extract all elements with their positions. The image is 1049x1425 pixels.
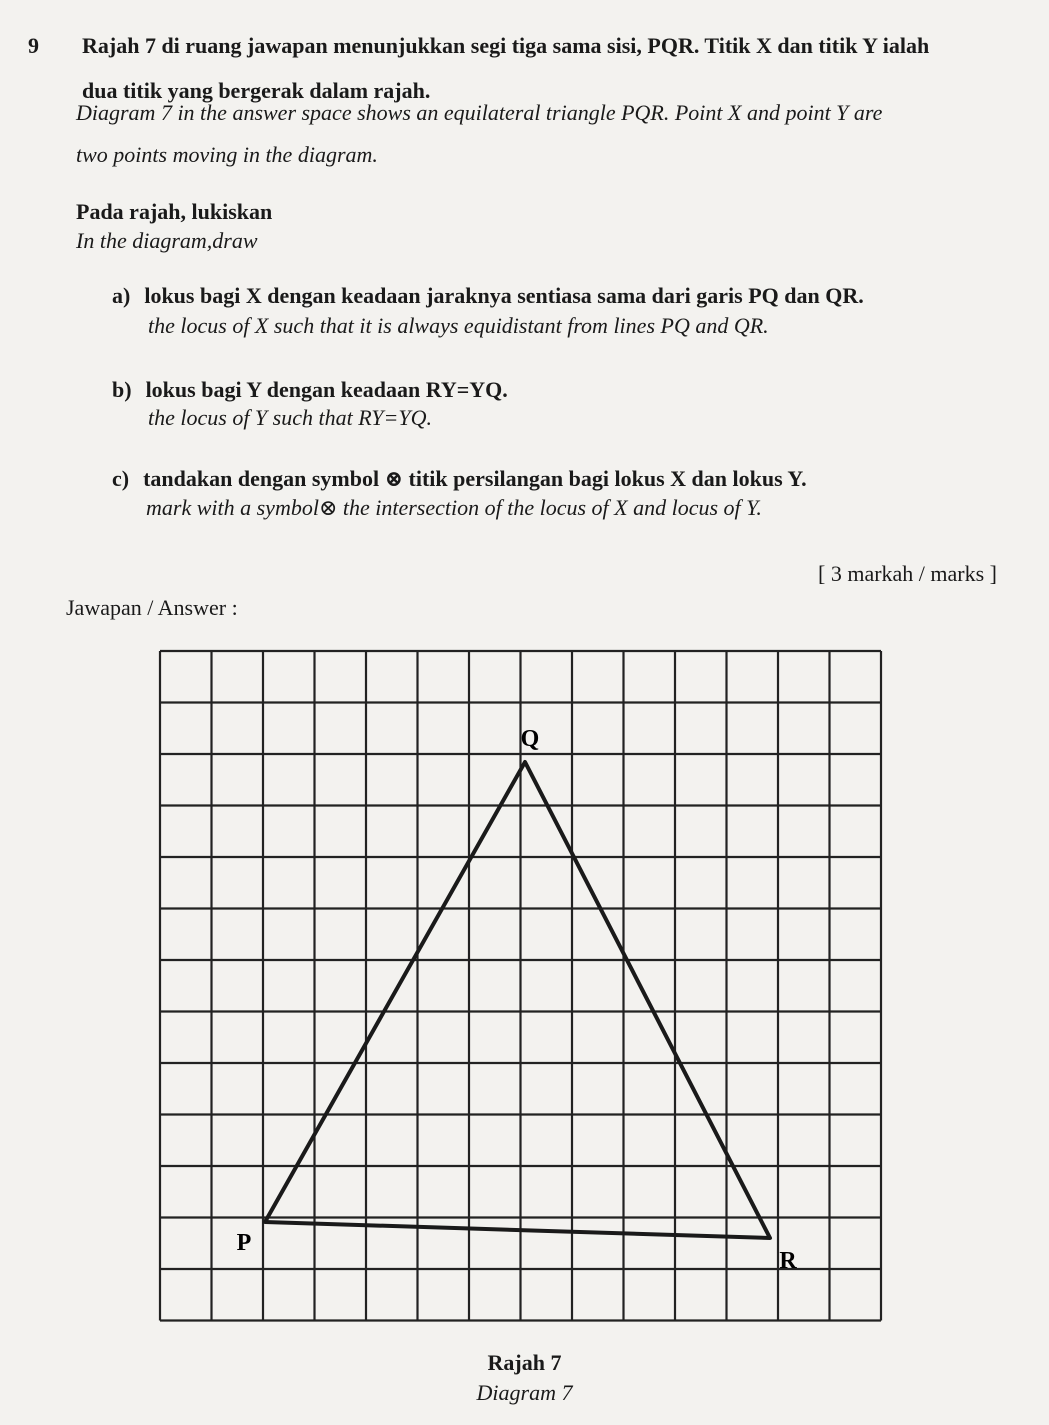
vertex-label-q: Q: [520, 726, 540, 752]
part-b-ms-text: lokus bagi Y dengan keadaan RY=YQ.: [145, 377, 508, 402]
part-c-label: c): [112, 466, 130, 491]
vertex-label-r: R: [779, 1248, 797, 1274]
answer-label: Jawapan / Answer :: [66, 595, 238, 620]
part-b-en: the locus of Y such that RY=YQ.: [148, 405, 432, 430]
instruction-en: In the diagram,draw: [76, 228, 258, 253]
question-en-line1: Diagram 7 in the answer space shows an equilateral triangle PQR. Point X and point Y are: [76, 100, 883, 125]
question-number: 9: [28, 33, 39, 58]
caption-ms: Rajah 7: [487, 1350, 562, 1375]
part-b-label: b): [112, 377, 132, 402]
question-en-line2: two points moving in the diagram.: [76, 142, 378, 167]
part-a-en: the locus of X such that it is always equidistant from lines PQ and QR.: [148, 313, 769, 338]
question-ms-line1: Rajah 7 di ruang jawapan menunjukkan segi tiga sama sisi, PQR. Titik X dan titik Y ialah: [82, 33, 930, 58]
part-a-label: a): [112, 283, 131, 308]
part-a-ms-text: lokus bagi X dengan keadaan jaraknya sentiasa sama dari garis PQ dan QR.: [144, 283, 864, 308]
question-ms-line2: dua titik yang bergerak dalam rajah.: [82, 78, 431, 103]
marks-label: [ 3 markah / marks ]: [818, 561, 997, 586]
vertex-label-p: P: [236, 1230, 252, 1256]
part-c-en: mark with a symbol⊗ the intersection of the locus of X and locus of Y.: [146, 495, 762, 520]
instruction-ms: Pada rajah, lukiskan: [76, 199, 273, 224]
caption-en: Diagram 7: [476, 1380, 573, 1405]
part-c-ms-text: tandakan dengan symbol ⊗ titik persilangan bagi lokus X dan lokus Y.: [143, 466, 807, 491]
